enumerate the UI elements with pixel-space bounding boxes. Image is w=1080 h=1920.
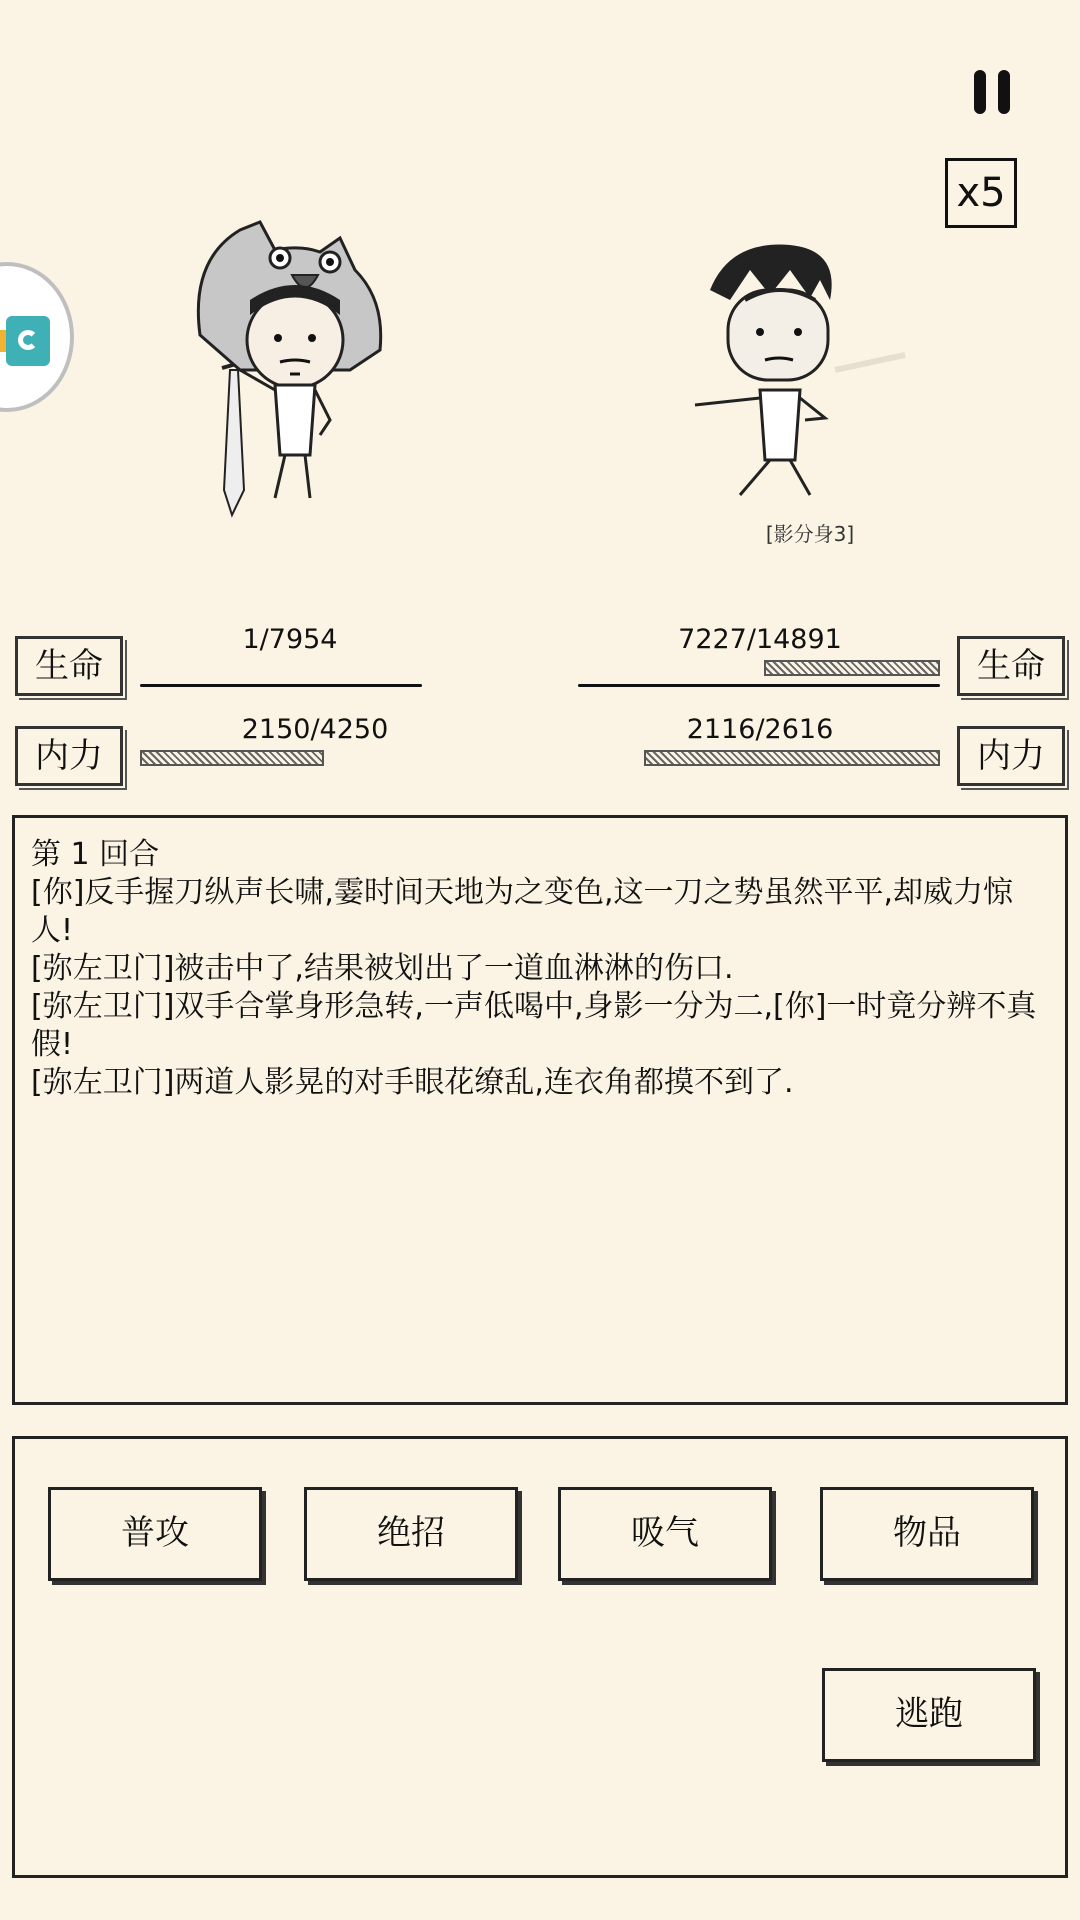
enemy-hp-label: 生命 — [957, 636, 1065, 696]
log-line: [弥左卫门]双手合掌身形急转,一声低喝中,身影一分为二,[你]一时竟分辨不真假! — [31, 989, 1037, 1062]
flee-button[interactable]: 逃跑 — [822, 1668, 1036, 1762]
normal-attack-button[interactable]: 普攻 — [48, 1487, 262, 1581]
player-hp-label: 生命 — [15, 636, 123, 696]
enemy-hp-value: 7227/14891 — [678, 624, 842, 655]
enemy-mp-value: 2116/2616 — [686, 714, 834, 745]
player-mp-bar — [140, 750, 324, 766]
log-line: [弥左卫门]两道人影晃的对手眼花缭乱,连衣角都摸不到了. — [31, 1065, 794, 1100]
floating-app-icon[interactable] — [0, 262, 74, 412]
enemy-hp-bar — [578, 684, 940, 687]
player-hp-value: 1/7954 — [242, 624, 338, 655]
player-mp-value: 2150/4250 — [241, 714, 389, 745]
player-hp-bar — [140, 684, 422, 687]
pause-button[interactable] — [970, 70, 1016, 114]
player-character — [180, 220, 420, 520]
enemy-buff-label: [影分身3] — [765, 522, 855, 546]
special-move-button[interactable]: 绝招 — [304, 1487, 518, 1581]
speed-button[interactable]: x5 — [945, 158, 1017, 228]
breathe-button[interactable]: 吸气 — [558, 1487, 772, 1581]
log-line: 第 1 回合 — [31, 837, 160, 872]
battle-log[interactable] — [12, 815, 1068, 1405]
log-line: [弥左卫门]被击中了,结果被划出了一道血淋淋的伤口. — [31, 951, 734, 986]
enemy-hp-bar-fill — [764, 660, 940, 676]
log-line: [你]反手握刀纵声长啸,霎时间天地为之变色,这一刀之势虽然平平,却威力惊人! — [31, 875, 1014, 948]
items-button[interactable]: 物品 — [820, 1487, 1034, 1581]
enemy-character — [690, 240, 910, 500]
player-mp-label: 内力 — [15, 726, 123, 786]
enemy-mp-label: 内力 — [957, 726, 1065, 786]
enemy-mp-bar — [644, 750, 940, 766]
